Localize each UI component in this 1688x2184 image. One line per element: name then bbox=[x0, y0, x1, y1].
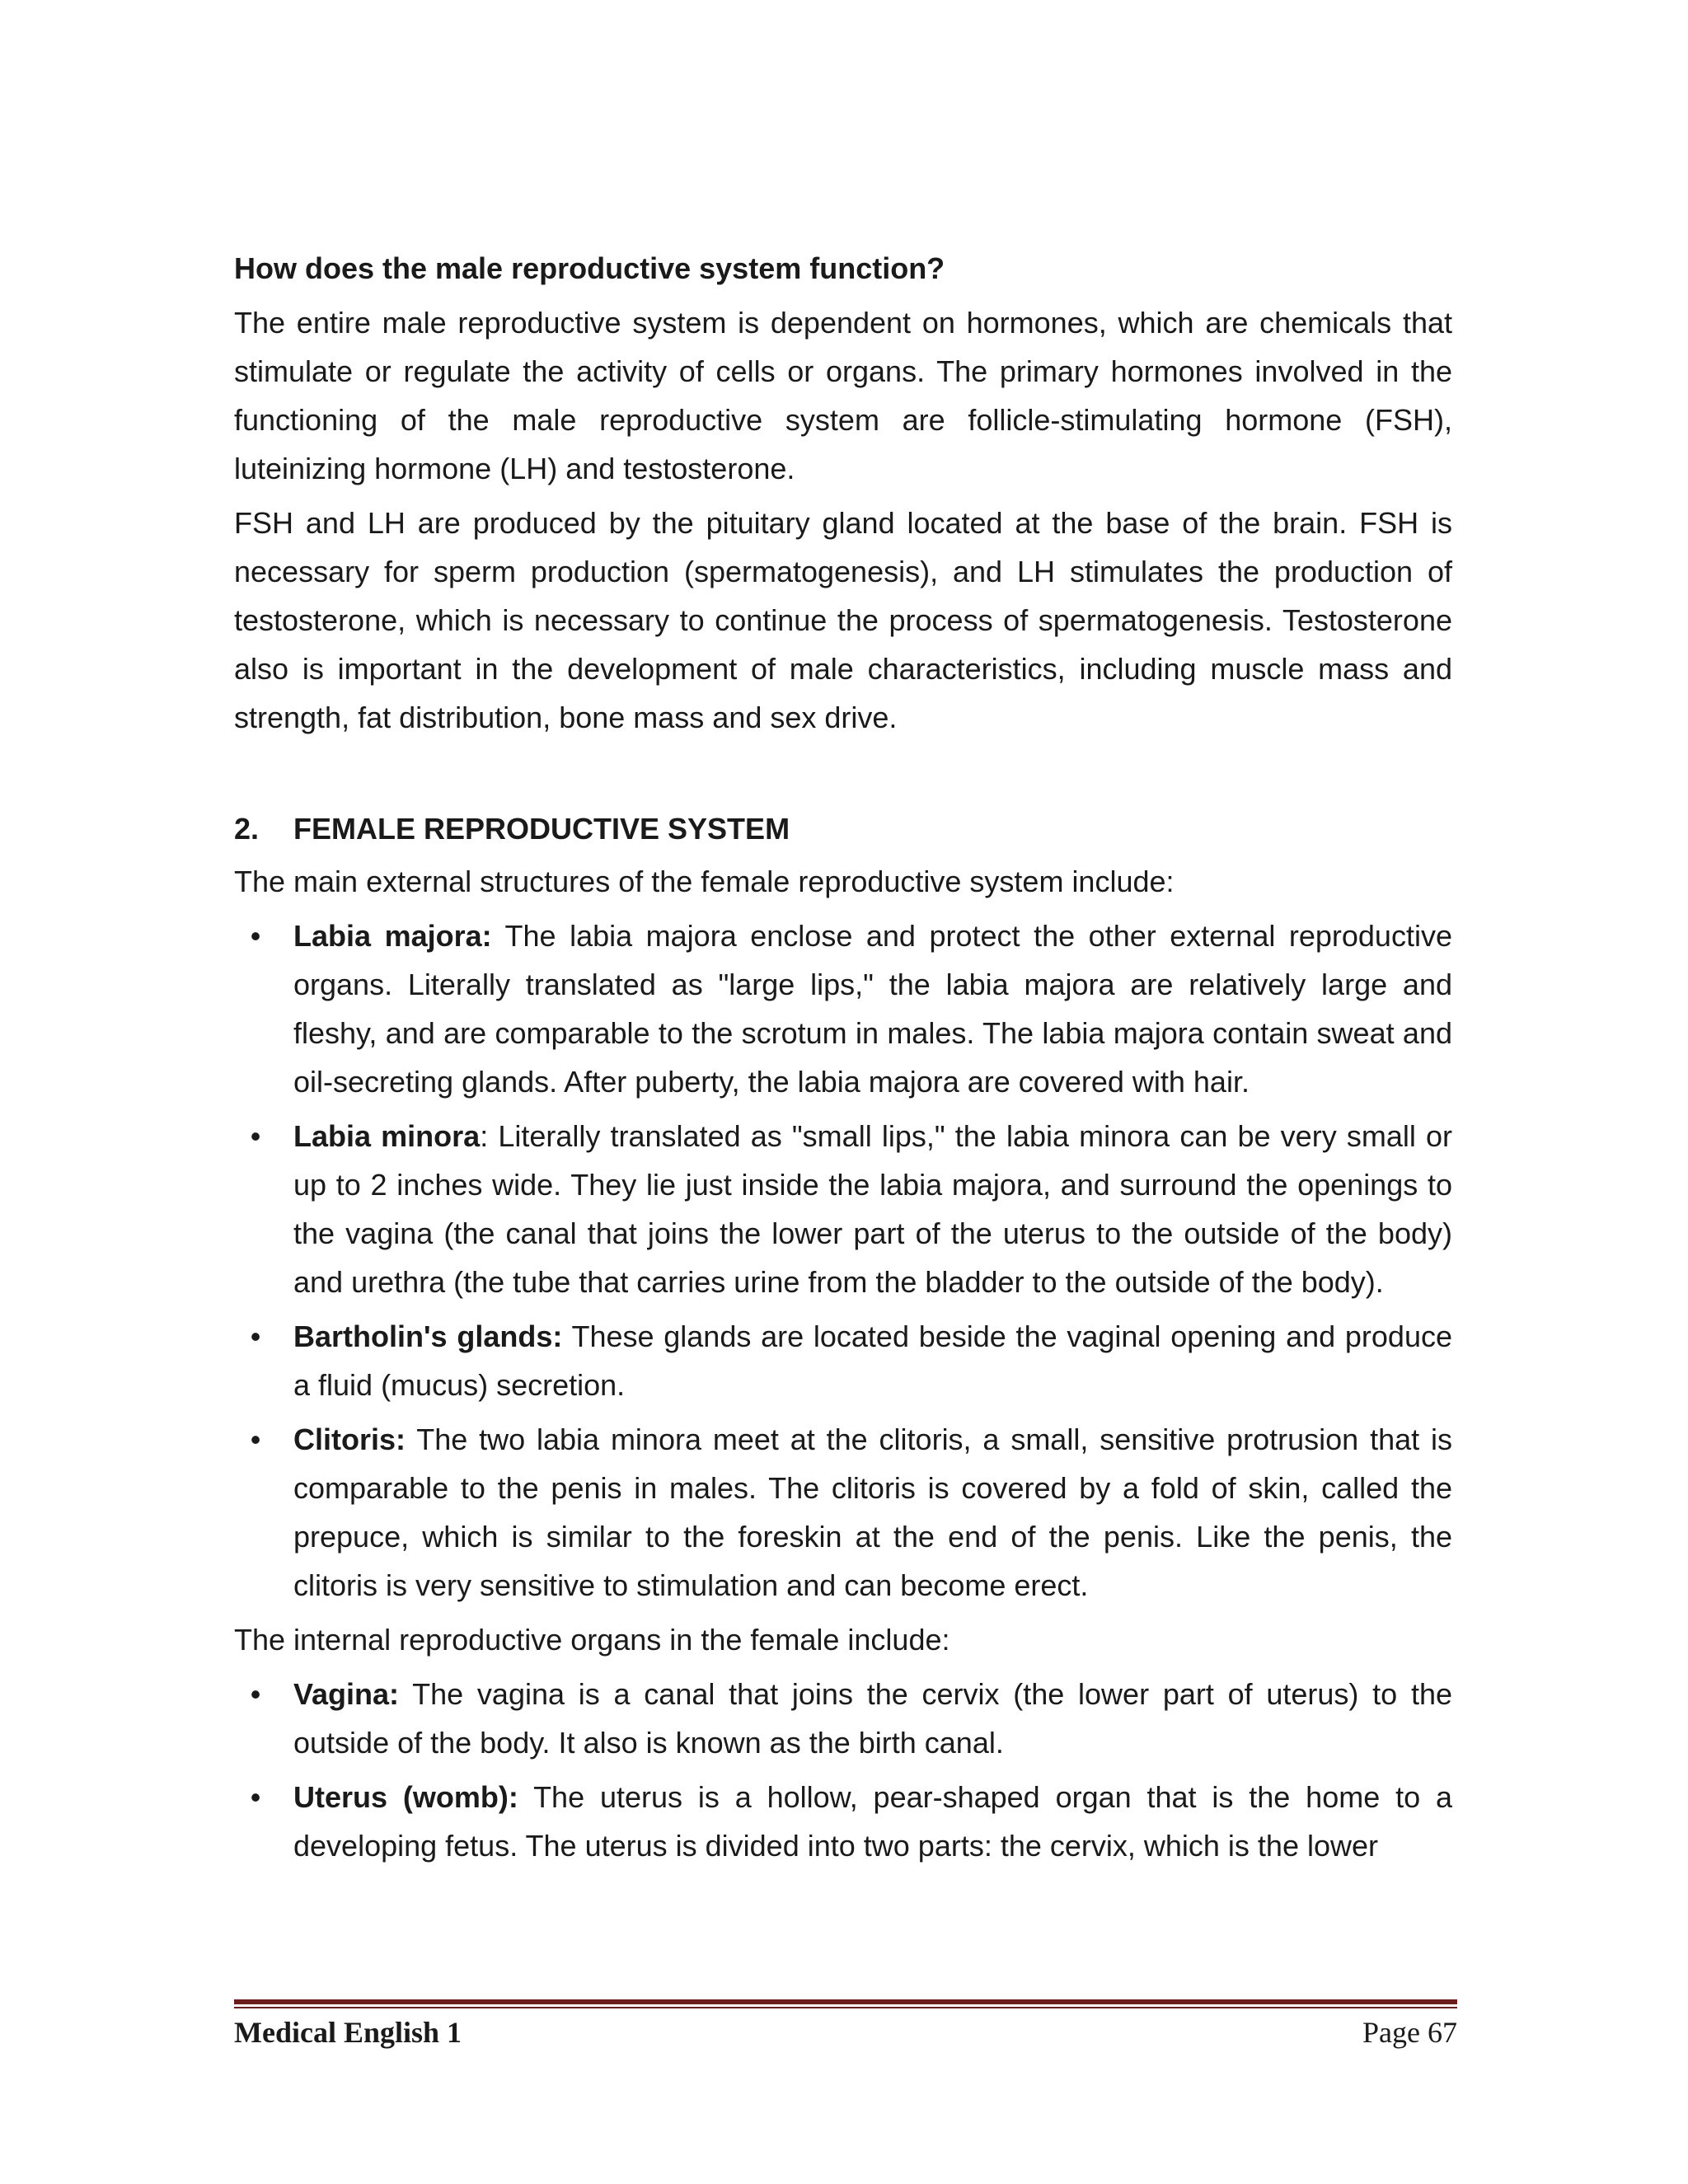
bullet-icon: • bbox=[250, 1422, 261, 1456]
male-function-paragraph-2: FSH and LH are produced by the pituitary gland located at the base of the brain. FSH is necessary for sperm production (spermatogenesis), and LH stimulates the production of testosterone, which is necessary to continue the process of spermatogenesis. Testosterone also is important in the development of male characteristics, including muscle mass and strength, fat distribution, bone mass and sex drive. bbox=[234, 506, 1452, 734]
footer-row bbox=[234, 2015, 1457, 2050]
list-item-text: The uterus is a hollow, pear-shaped organ that is the home to a developing fetus. The uterus is divided into two parts: the cervix, which is the lower bbox=[293, 1780, 1452, 1863]
bullet-icon: • bbox=[250, 1780, 261, 1814]
bullet-icon: • bbox=[250, 1677, 261, 1711]
page-footer bbox=[234, 1999, 1457, 2050]
list-item-text: : Literally translated as "small lips," the labia minora can be very small or up to 2 inches wide. They lie just inside the labia majora, and surround the openings to the vagina (the canal that joins the lower part of the uterus to the outside of the body) and urethra (the tube that carries urine from the bladder to the outside of the body). bbox=[293, 1119, 1452, 1299]
external-structures-intro: The main external structures of the female reproductive system include: bbox=[234, 865, 1175, 898]
list-item-uterus bbox=[234, 1773, 1452, 1870]
footer-title: Medical English 1 bbox=[234, 2016, 462, 2049]
internal-organs-intro: The internal reproductive organs in the female include: bbox=[234, 1623, 950, 1657]
external-structures-list bbox=[234, 912, 1452, 1610]
list-item-clitoris bbox=[234, 1415, 1452, 1610]
section-number: 2. bbox=[234, 812, 260, 846]
list-item-text: The vagina is a canal that joins the cervix (the lower part of uterus) to the outside of the body. It also is known as the birth canal. bbox=[293, 1677, 1452, 1760]
list-item-bartholins-glands bbox=[234, 1312, 1452, 1409]
list-item-term: Labia majora: bbox=[293, 919, 492, 953]
list-item-labia-minora bbox=[234, 1112, 1452, 1306]
footer-divider-thin bbox=[234, 2007, 1457, 2008]
bullet-icon: • bbox=[250, 1119, 261, 1153]
list-item-term: Bartholin's glands: bbox=[293, 1319, 563, 1353]
list-item-term: Uterus (womb): bbox=[293, 1780, 518, 1814]
footer-divider bbox=[234, 1999, 1457, 2004]
list-item-term: Labia minora bbox=[293, 1119, 481, 1153]
page-content bbox=[234, 247, 1452, 1876]
section-heading-female bbox=[234, 808, 1452, 851]
bullet-icon: • bbox=[250, 919, 261, 953]
list-item-vagina bbox=[234, 1670, 1452, 1767]
list-item-text: The two labia minora meet at the clitoris, a small, sensitive protrusion that is comparable to the penis in males. The clitoris is covered by a fold of skin, called the prepuce, which is similar to the foreskin at the end of the penis. Like the penis, the clitoris is very sensitive to stimulation and can become erect. bbox=[293, 1422, 1452, 1602]
section-title: FEMALE REPRODUCTIVE SYSTEM bbox=[293, 812, 790, 846]
list-item-text: These glands are located beside the vaginal opening and produce a fluid (mucus) secretion. bbox=[293, 1319, 1452, 1402]
list-item-text: The labia majora enclose and protect the other external reproductive organs. Literally translated as "large lips," the labia majora are relatively large and fleshy, and are comparable to the scrotum in males. The labia majora contain sweat and oil-secreting glands. After puberty, the labia majora are covered with hair. bbox=[293, 919, 1452, 1099]
male-function-paragraph-1: The entire male reproductive system is dependent on hormones, which are chemicals that stimulate or regulate the activity of cells or organs. The primary hormones involved in the functioning of the male reproductive system are follicle-stimulating hormone (FSH), luteinizing hormone (LH) and testosterone. bbox=[234, 306, 1452, 485]
male-function-heading: How does the male reproductive system function? bbox=[234, 251, 945, 285]
bullet-icon: • bbox=[250, 1319, 261, 1353]
page-number: Page 67 bbox=[1362, 2016, 1457, 2049]
internal-organs-list bbox=[234, 1670, 1452, 1870]
list-item-term: Clitoris: bbox=[293, 1422, 406, 1456]
list-item-labia-majora bbox=[234, 912, 1452, 1106]
list-item-term: Vagina: bbox=[293, 1677, 400, 1711]
